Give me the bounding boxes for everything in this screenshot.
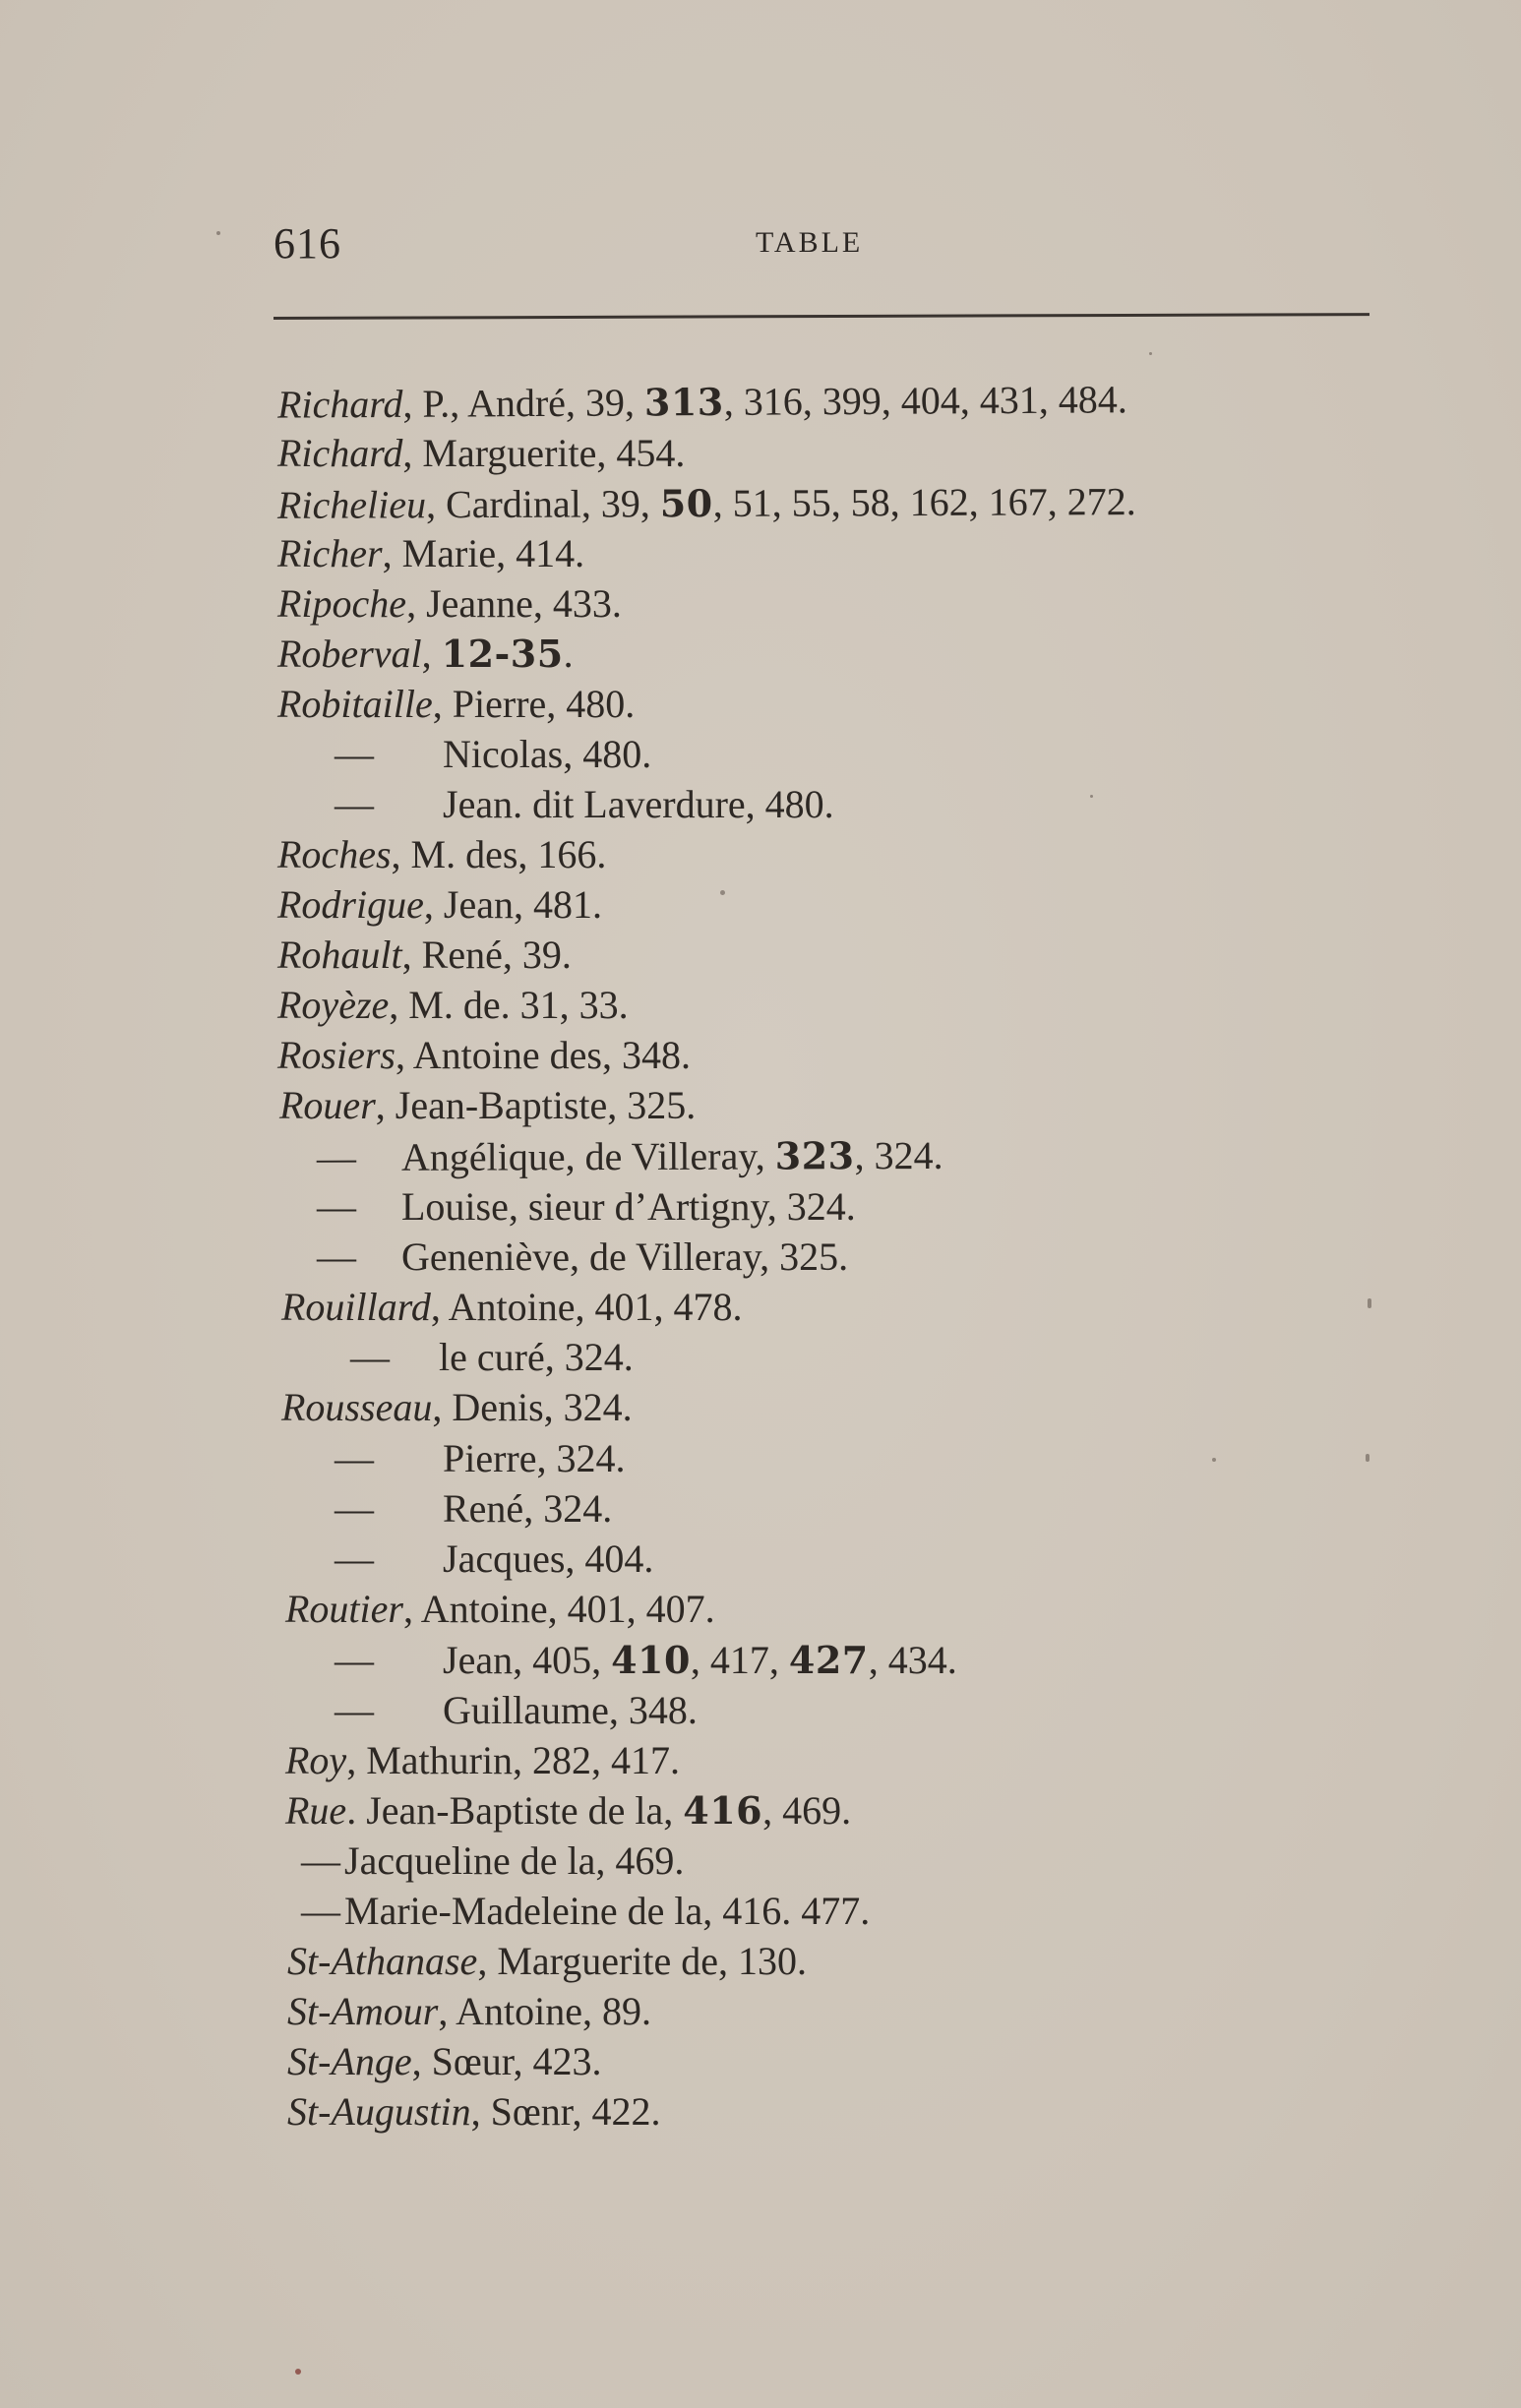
- entry-surname: Richelieu: [276, 482, 427, 527]
- entry-text: ,: [421, 632, 442, 676]
- entry-text: , Sœnr, 422.: [470, 2089, 661, 2134]
- paper-speck: [295, 2369, 301, 2375]
- entry-text: , 434.: [868, 1638, 957, 1682]
- index-entry: [277, 430, 685, 477]
- entry-surname: Royèze: [277, 983, 390, 1027]
- index-entry: [317, 1132, 943, 1181]
- entry-text: Pierre, 324.: [443, 1436, 626, 1480]
- entry-text: Jacques, 404.: [443, 1536, 654, 1581]
- entry-text: , Denis, 324.: [432, 1385, 633, 1429]
- entry-surname: Richard: [276, 381, 403, 427]
- ditto-dash: —: [317, 1234, 356, 1279]
- entry-surname: Robitaille: [277, 682, 433, 726]
- index-entry: [287, 2088, 661, 2136]
- entry-text: , 417,: [690, 1638, 789, 1682]
- ditto-dash: —: [317, 1184, 356, 1229]
- entry-text: René, 324.: [443, 1486, 613, 1531]
- index-entry: [277, 831, 606, 878]
- index-entry: [277, 580, 622, 628]
- paper-speck: [1366, 1454, 1369, 1462]
- index-entry: [335, 1535, 653, 1583]
- bold-page-reference: 313: [643, 379, 724, 425]
- index-entry: [279, 1082, 696, 1129]
- index-entry: [301, 1837, 684, 1885]
- entry-text: . Jean-Baptiste de la,: [346, 1788, 684, 1833]
- entry-text: , Mathurin, 282, 417.: [346, 1738, 681, 1782]
- bold-page-reference: 416: [683, 1788, 763, 1833]
- running-head: TABLE: [756, 226, 864, 259]
- entry-text: , 316, 399, 404, 431, 484.: [723, 377, 1127, 424]
- index-entry: [335, 1637, 957, 1684]
- entry-text: , P., André, 39,: [402, 380, 645, 426]
- entry-text: , Marie, 414.: [382, 531, 585, 575]
- entry-surname: Richer: [277, 531, 383, 575]
- entry-text: , Jeanne, 433.: [406, 581, 622, 626]
- entry-surname: St-Amour: [287, 1989, 439, 2033]
- entry-text: le curé, 324.: [439, 1335, 634, 1379]
- entry-text: , M. de. 31, 33.: [389, 983, 629, 1027]
- entry-text: , 469.: [762, 1788, 852, 1833]
- index-entry: [335, 1485, 612, 1533]
- index-entry: [350, 1334, 634, 1381]
- paper-speck: [720, 890, 725, 895]
- entry-text: , M. des, 166.: [391, 832, 607, 876]
- index-entry: [301, 1888, 870, 1935]
- entry-text: , Sœur, 423.: [411, 2039, 602, 2083]
- entry-text: , Antoine, 401, 478.: [430, 1285, 743, 1329]
- ditto-dash: —: [335, 1486, 374, 1531]
- entry-surname: Ripoche: [277, 581, 407, 626]
- ditto-dash: —: [316, 1134, 357, 1180]
- entry-text: Marie-Madeleine de la, 416. 477.: [344, 1889, 871, 1933]
- index-entry: [277, 530, 584, 577]
- index-entry: [287, 2038, 601, 2085]
- index-entry: [335, 1687, 698, 1734]
- entry-surname: Routier: [285, 1587, 403, 1631]
- entry-text: Nicolas, 480.: [443, 732, 652, 776]
- bold-page-reference: 50: [659, 480, 713, 526]
- entry-text: Geneniève, de Villeray, 325.: [401, 1234, 849, 1279]
- entry-text: , Marguerite, 454.: [402, 431, 686, 475]
- bold-page-reference: 323: [774, 1133, 855, 1178]
- entry-text: , Jean, 481.: [423, 882, 602, 927]
- bold-page-reference: 12-35: [441, 632, 564, 676]
- entry-text: , Antoine, 89.: [438, 1989, 651, 2033]
- entry-text: Jacqueline de la, 469.: [344, 1838, 685, 1883]
- index-entry: [287, 1938, 807, 1985]
- paper-speck: [1149, 352, 1152, 355]
- index-entry: [277, 1032, 691, 1079]
- entry-surname: Richard: [277, 431, 403, 475]
- ditto-dash: —: [335, 1688, 374, 1732]
- index-entry: [281, 1284, 743, 1331]
- entry-text: , Marguerite de, 130.: [477, 1939, 808, 1983]
- page-number: 616: [274, 219, 341, 268]
- entry-surname: Rosiers: [277, 1033, 395, 1077]
- index-entry: [285, 1787, 851, 1835]
- paper-speck: [1368, 1298, 1371, 1308]
- paper-speck: [1212, 1458, 1216, 1462]
- index-entry: [281, 1384, 633, 1431]
- index-entry: [317, 1234, 848, 1281]
- index-entry: [335, 731, 651, 778]
- entry-text: , 51, 55, 58, 162, 167, 272.: [712, 479, 1136, 525]
- entry-text: .: [563, 632, 574, 676]
- ditto-dash: —: [335, 1536, 374, 1581]
- index-entry: [285, 1737, 680, 1784]
- index-entry: [277, 932, 572, 979]
- ditto-dash: —: [335, 1638, 374, 1682]
- entry-surname: St-Ange: [287, 2039, 412, 2083]
- entry-text: , Cardinal, 39,: [425, 481, 660, 527]
- index-entry: [277, 376, 1127, 428]
- index-entry: [277, 982, 629, 1029]
- index-entry: [277, 881, 602, 929]
- entry-surname: Rousseau: [281, 1385, 433, 1429]
- entry-surname: St-Augustin: [287, 2089, 471, 2134]
- index-entry: [335, 1435, 626, 1482]
- ditto-dash: —: [335, 782, 374, 826]
- paper-speck: [1090, 795, 1093, 798]
- index-entry: [277, 681, 635, 728]
- ditto-dash: —: [335, 732, 374, 776]
- entry-text: , 324.: [854, 1132, 943, 1178]
- entry-text: Louise, sieur d’Artigny, 324.: [401, 1184, 856, 1229]
- entry-surname: Rouer: [279, 1083, 376, 1127]
- entry-surname: Roberval: [277, 632, 422, 676]
- entry-text: Jean. dit Laverdure, 480.: [443, 782, 834, 826]
- entry-surname: St-Athanase: [287, 1939, 478, 1983]
- entry-surname: Roy: [285, 1738, 347, 1782]
- index-entry: [317, 1183, 856, 1231]
- index-entry: [285, 1586, 715, 1633]
- entry-text: Jean, 405,: [443, 1638, 612, 1682]
- entry-text: Angélique, de Villeray,: [400, 1133, 775, 1179]
- paper-speck: [216, 231, 220, 235]
- ditto-dash: —: [301, 1889, 340, 1933]
- entry-surname: Rouillard: [281, 1285, 431, 1329]
- ditto-dash: —: [335, 1436, 374, 1480]
- index-entry: [277, 478, 1136, 529]
- entry-surname: Rohault: [277, 933, 402, 977]
- entry-text: , René, 39.: [401, 933, 572, 977]
- entry-text: , Jean-Baptiste, 325.: [375, 1083, 697, 1127]
- entry-text: , Antoine des, 348.: [395, 1033, 691, 1077]
- bold-page-reference: 410: [611, 1638, 691, 1682]
- index-entry: [335, 781, 834, 828]
- index-entry: [287, 1988, 651, 2035]
- bold-page-reference: 427: [788, 1638, 869, 1682]
- entry-text: , Pierre, 480.: [432, 682, 636, 726]
- entry-surname: Rue: [285, 1788, 347, 1833]
- ditto-dash: —: [301, 1838, 340, 1883]
- entry-text: , Antoine, 401, 407.: [402, 1587, 715, 1631]
- entry-text: Guillaume, 348.: [443, 1688, 698, 1732]
- index-entry: [277, 631, 574, 678]
- entry-surname: Roches: [277, 832, 392, 876]
- ditto-dash: —: [350, 1335, 390, 1379]
- entry-surname: Rodrigue: [277, 882, 424, 927]
